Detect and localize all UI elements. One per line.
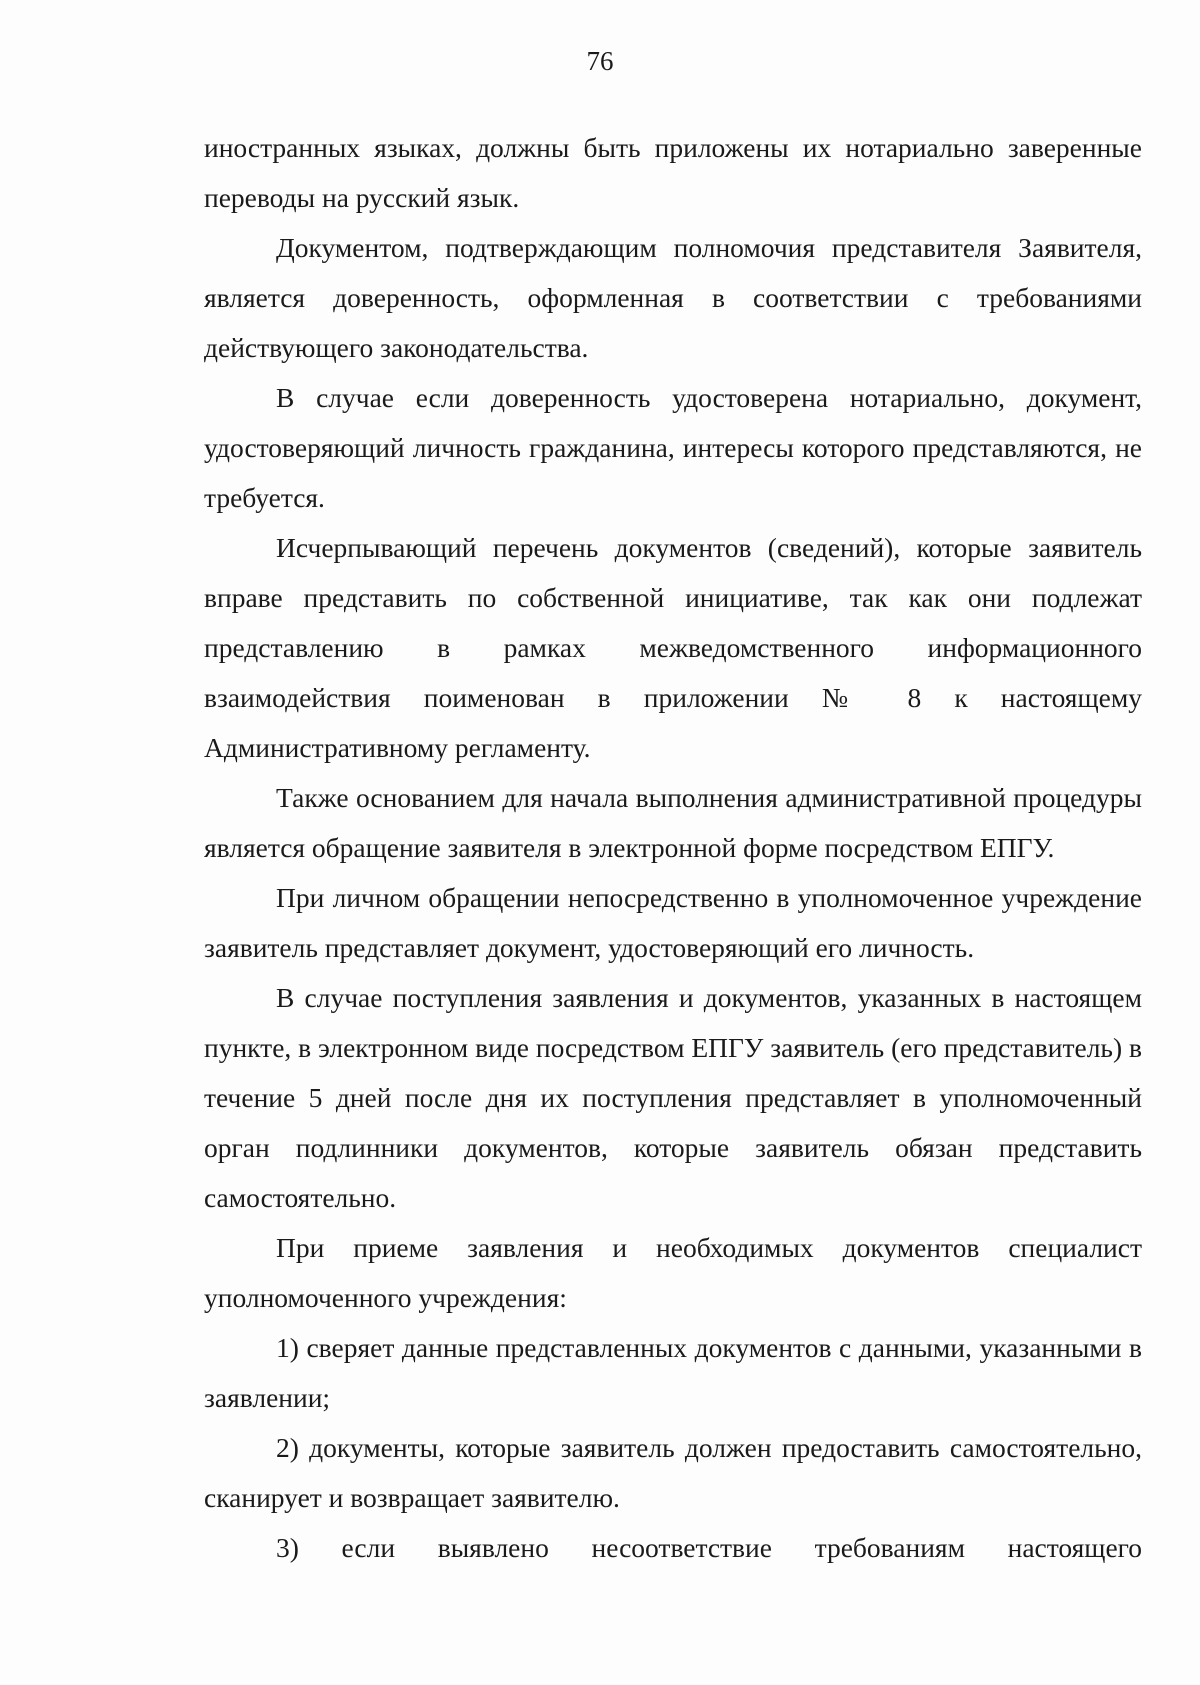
paragraph: иностранных языках, должны быть приложены их нотариально заверенные переводы на русский язык. xyxy=(204,132,1142,213)
paragraph: 1) сверяет данные представленных документов с данными, указанными в заявлении; xyxy=(204,1332,1142,1413)
paragraph: 3) если выявлено несоответствие требованиям настоящего xyxy=(276,1532,1142,1563)
paragraph: Документом, подтверждающим полномочия представителя Заявителя, является доверенность, оформленная в соответствии с требованиями действующего законодательства. xyxy=(204,232,1142,363)
paragraph: В случае поступления заявления и документов, указанных в настоящем пункте, в электронном виде посредством ЕПГУ заявитель (его представитель) в течение 5 дней после дня их поступления представляет в уполномоченный орган подлинники документов, которые заявитель обязан представить самостоятельно. xyxy=(204,982,1142,1213)
page-number: 76 xyxy=(586,46,614,76)
paragraph: Исчерпывающий перечень документов (сведений), которые заявитель вправе представить по собственной инициативе, так как они подлежат представлению в рамках межведомственного информационного взаимодействия поименован в приложении № 8 к настоящему Административному регламенту. xyxy=(204,532,1142,763)
paragraph: В случае если доверенность удостоверена нотариально, документ, удостоверяющий личность гражданина, интересы которого представляются, не требуется. xyxy=(204,382,1142,513)
paragraph: 2) документы, которые заявитель должен предоставить самостоятельно, сканирует и возвращает заявителю. xyxy=(204,1432,1142,1513)
body-text xyxy=(204,123,1142,1573)
paragraph: Также основанием для начала выполнения административной процедуры является обращение заявителя в электронной форме посредством ЕПГУ. xyxy=(204,782,1142,863)
paragraph: При личном обращении непосредственно в уполномоченное учреждение заявитель представляет документ, удостоверяющий его личность. xyxy=(204,882,1142,963)
paragraph: При приеме заявления и необходимых документов специалист уполномоченного учреждения: xyxy=(204,1232,1142,1313)
